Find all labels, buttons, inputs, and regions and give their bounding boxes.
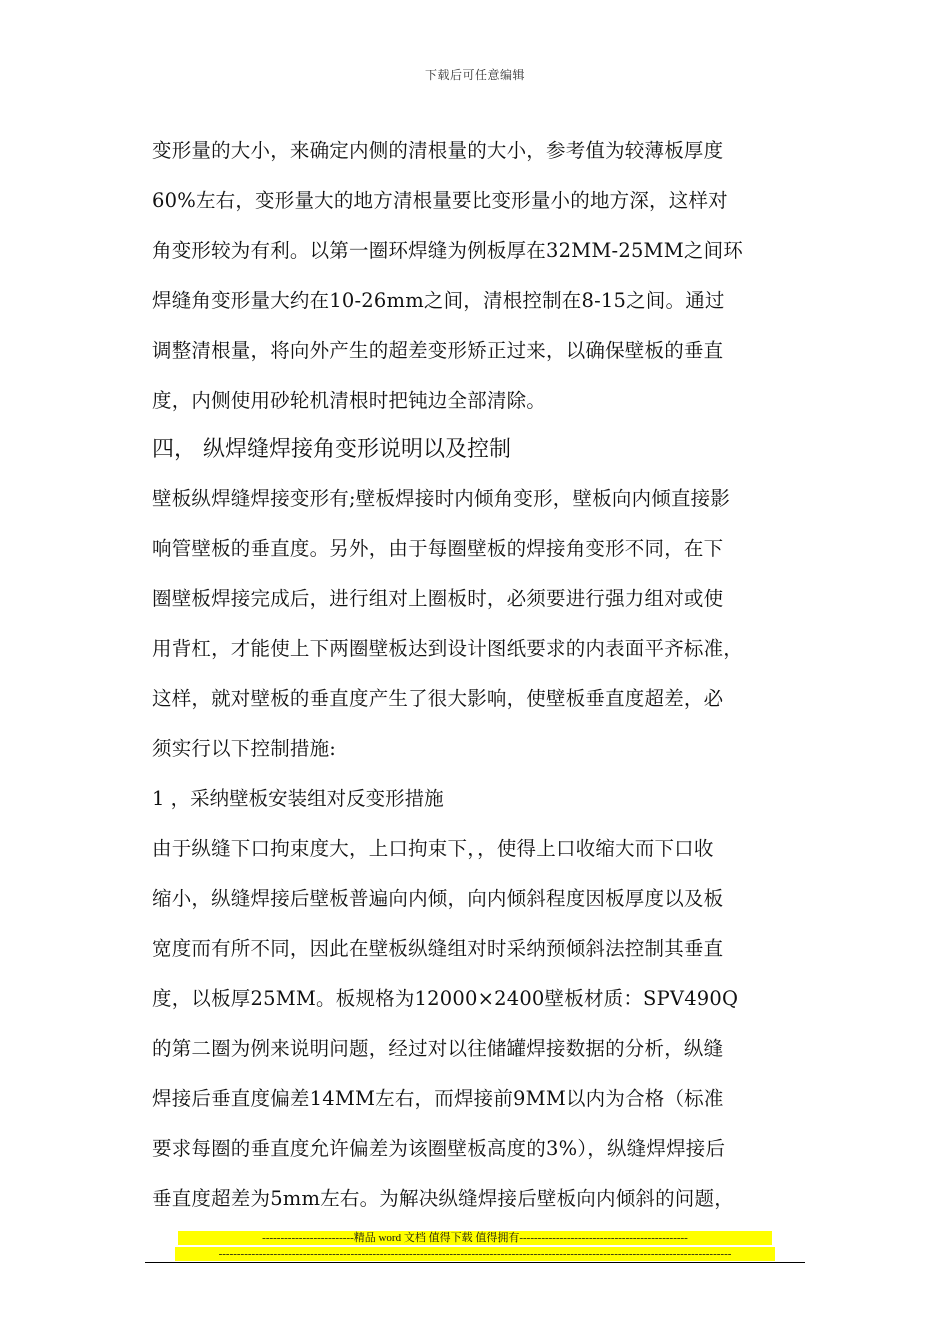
paragraph-clearing-root (152, 126, 802, 426)
text-line: 的第二圈为例来说明问题，经过对以往储罐焊接数据的分析，纵缝 (152, 1037, 724, 1060)
text-line: 角变形较为有利。以第一圈环焊缝为例板厚在32MM-25MM之间环 (152, 239, 743, 262)
paragraph-pre-tilt-method (152, 824, 802, 1224)
text-line: 这样，就对壁板的垂直度产生了很大影响，使壁板垂直度超差，必 (152, 687, 724, 710)
text-line: 度，内侧使用砂轮机清根时把钝边全部清除。 (152, 389, 547, 412)
paragraph-longitudinal-weld (152, 474, 802, 774)
footer-dashes: -------------------------------------------------------------------------------------------------------------------------------------------- (175, 1247, 775, 1261)
text-line: 焊接后垂直度偏差14MM左右，而焊接前9MM以内为合格（标准 (152, 1087, 724, 1110)
sub-heading: 1 ，采纳壁板安装组对反变形措施 (152, 787, 444, 810)
page-header: 下载后可任意编辑 (424, 68, 525, 82)
text-line: 缩小，纵缝焊接后壁板普遍向内倾，向内倾斜程度因板厚度以及板 (152, 887, 724, 910)
text-line: 垂直度超差为5mm左右。为解决纵缝焊接后壁板向内倾斜的问题， (152, 1187, 734, 1210)
text-line: 60%左右，变形量大的地方清根量要比变形量小的地方深，这样对 (152, 189, 728, 212)
footer-rule (145, 1262, 805, 1263)
footer-text: -------------------------精品 word 文档 值得下载 值得拥有---------------------------------------------- (178, 1231, 772, 1245)
text-line: 用背杠，才能使上下两圈壁板达到设计图纸要求的内表面平齐标准， (152, 637, 744, 660)
text-line: 度，以板厚25MM。板规格为12000×2400壁板材质：SPV490Q (152, 987, 739, 1010)
text-line: 要求每圈的垂直度允许偏差为该圈壁板高度的3%），纵缝焊焊接后 (152, 1137, 726, 1160)
section-heading: 四， 纵焊缝焊接角变形说明以及控制 (152, 437, 511, 462)
text-line: 由于纵缝下口拘束度大，上口拘束下，，使得上口收缩大而下口收 (152, 837, 714, 860)
text-line: 圈壁板焊接完成后，进行组对上圈板时，必须要进行强力组对或使 (152, 587, 724, 610)
text-line: 调整清根量，将向外产生的超差变形矫正过来，以确保壁板的垂直 (152, 339, 724, 362)
text-line: 变形量的大小，来确定内侧的清根量的大小，参考值为较薄板厚度 (152, 139, 724, 162)
text-line: 壁板纵焊缝焊接变形有;壁板焊接时内倾角变形，壁板向内倾直接影 (152, 487, 731, 510)
document-body (152, 126, 802, 1224)
text-line: 须实行以下控制措施: (152, 737, 337, 760)
text-line: 宽度而有所不同，因此在壁板纵缝组对时采纳预倾斜法控制其垂直 (152, 937, 724, 960)
text-line: 焊缝角变形量大约在10-26mm之间，清根控制在8-15之间。通过 (152, 289, 725, 312)
text-line: 响管壁板的垂直度。另外，由于每圈壁板的焊接角变形不同，在下 (152, 537, 724, 560)
